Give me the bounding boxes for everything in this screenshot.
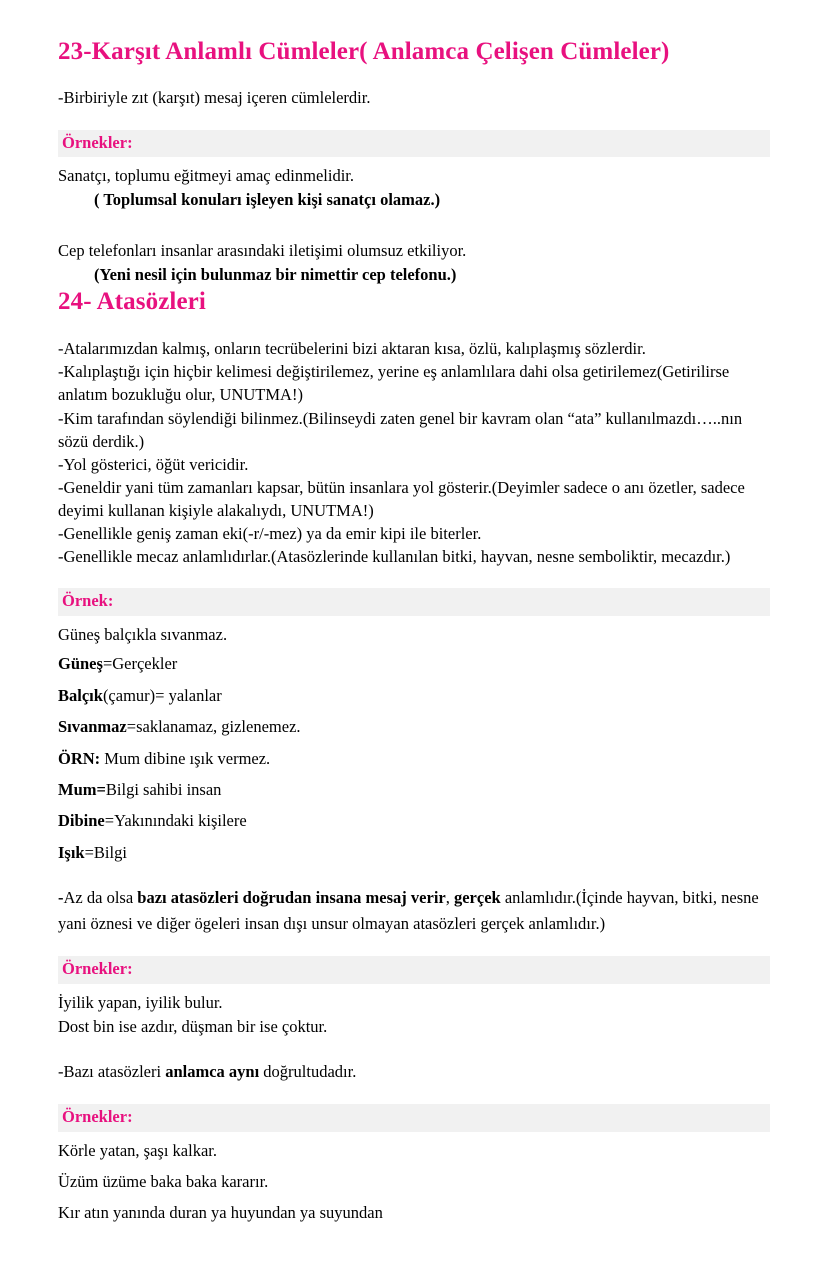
section-title-23: 23-Karşıt Anlamlı Cümleler( Anlamca Çelişen Cümleler) (58, 38, 670, 65)
gloss-def: =Bilgi (84, 842, 127, 862)
feature-item: -Geneldir yani tüm zamanları kapsar, bütün insanlara yol gösterir.(Deyimler sadece o anı özetler, sadece deyimi kullanan kişiyle alakalıydı, UNUTMA!) (58, 477, 745, 520)
gloss-item (58, 685, 772, 706)
gloss-list (58, 653, 772, 863)
gloss-term: Balçık (58, 685, 103, 705)
gloss-term: Güneş (58, 654, 103, 674)
spacer (58, 1039, 772, 1059)
gloss-def: Bilgi sahibi insan (105, 779, 222, 799)
example-block-2 (58, 239, 772, 286)
spacer (58, 568, 772, 588)
spacer (58, 936, 772, 956)
example-1-line-2: ( Toplumsal konuları işleyen kişi sanatçı olamaz.) (94, 189, 441, 209)
feature-item: -Atalarımızdan kalmış, onların tecrübelerini bizi aktaran kısa, özlü, kalıplaşmış sözlerdir. (58, 339, 646, 359)
gloss-term: Işık (58, 842, 85, 862)
feature-item: -Kim tarafından söylendiği bilinmez.(Bilinseydi zaten genel bir kavram olan “ata” kullanılmazdı…..nın sözü derdik.) (58, 408, 743, 451)
gloss-item (58, 842, 772, 863)
spacer (58, 211, 772, 239)
spacer (58, 646, 772, 653)
gloss-item (58, 810, 772, 831)
examples-list-3 (58, 1139, 772, 1224)
feature-item: -Yol gösterici, öğüt vericidir. (58, 454, 249, 474)
gloss-item (58, 716, 772, 737)
gloss-term: Mum= (58, 779, 106, 799)
example-2-line-2: (Yeni nesil için bulunmaz bir nimettir cep telefonu.) (94, 264, 457, 284)
gloss-item (58, 748, 772, 769)
note-text-c: anlamlıdır.(İçinde hayvan, bitki, nesne yani öznesi ve diğer ögeleri insan dışı unsur olmayan atasözleri gerçek anlamlıdır.) (58, 888, 759, 933)
feature-item: -Kalıplaştığı için hiçbir kelimesi değiştirilemez, yerine eş anlamlılara dahi olsa getirilemez(Getirilirse anlatım bozukluğu olur, UNUTMA!) (58, 362, 730, 405)
gloss-item (58, 779, 772, 800)
section-23-definition: -Birbiriyle zıt (karşıt) mesaj içeren cümlelerdir. (58, 88, 371, 108)
note2-bold: anlamca aynı (165, 1061, 260, 1081)
gloss-def: =saklanamaz, gizlenemez. (126, 717, 301, 737)
spacer (58, 317, 772, 337)
feature-item: -Genellikle mecaz anlamlıdırlar.(Atasözlerinde kullanılan bitki, hayvan, nesne semboliktir, mecazdır.) (58, 547, 731, 567)
note-same-meaning (58, 1059, 772, 1085)
note-text-a: Az da olsa (63, 888, 138, 908)
spacer (58, 67, 772, 87)
gloss-term: Dibine (58, 811, 105, 831)
spacer (58, 1132, 772, 1139)
note2-text-b: doğrultudadır. (259, 1061, 357, 1081)
gloss-def: Mum dibine ışık vermez. (100, 748, 271, 768)
example-item: Dost bin ise azdır, düşman bir ise çoktur. (58, 1016, 328, 1036)
note-bold-a: bazı atasözleri doğrudan insana mesaj verir (137, 888, 446, 908)
gloss-def: =Yakınındaki kişilere (104, 811, 247, 831)
spacer (58, 110, 772, 130)
gloss-item (58, 653, 772, 674)
examples-label-1: Örnekler: (58, 130, 770, 158)
spacer (58, 616, 772, 623)
spacer (58, 157, 772, 164)
gloss-def: =Gerçekler (102, 654, 178, 674)
note-text-b: , (445, 888, 454, 908)
example-item: İyilik yapan, iyilik bulur. (58, 993, 223, 1013)
examples-list-2 (58, 991, 772, 1039)
gloss-term: ÖRN: (58, 748, 101, 768)
examples-label-3: Örnekler: (58, 1104, 770, 1132)
spacer (58, 873, 772, 885)
spacer (58, 1084, 772, 1104)
example-block-1 (58, 164, 772, 211)
atasozleri-features (58, 337, 772, 568)
example-label-2: Örnek: (58, 588, 770, 616)
spacer (58, 984, 772, 991)
gloss-def: (çamur)= yalanlar (102, 685, 222, 705)
gloss-term: Sıvanmaz (58, 717, 127, 737)
example-item: Körle yatan, şaşı kalkar. (58, 1141, 217, 1161)
note2-text-a: -Bazı atasözleri (58, 1061, 166, 1081)
note-real-meaning (58, 885, 772, 936)
examples-label-2: Örnekler: (58, 956, 770, 984)
example-item: Kır atın yanında duran ya huyundan ya suyundan (58, 1203, 383, 1223)
example-2-line-1: Cep telefonları insanlar arasındaki iletişimi olumsuz etkiliyor. (58, 241, 467, 261)
note-dash: - (58, 888, 64, 908)
proverb-1: Güneş balçıkla sıvanmaz. (58, 624, 228, 644)
example-1-line-1: Sanatçı, toplumu eğitmeyi amaç edinmelidir. (58, 166, 355, 186)
example-item: Üzüm üzüme baka baka kararır. (58, 1172, 269, 1192)
note-bold-b: gerçek (453, 888, 501, 908)
section-title-24: 24- Atasözleri (58, 288, 206, 315)
feature-item: -Genellikle geniş zaman eki(-r/-mez) ya da emir kipi ile biterler. (58, 524, 482, 543)
